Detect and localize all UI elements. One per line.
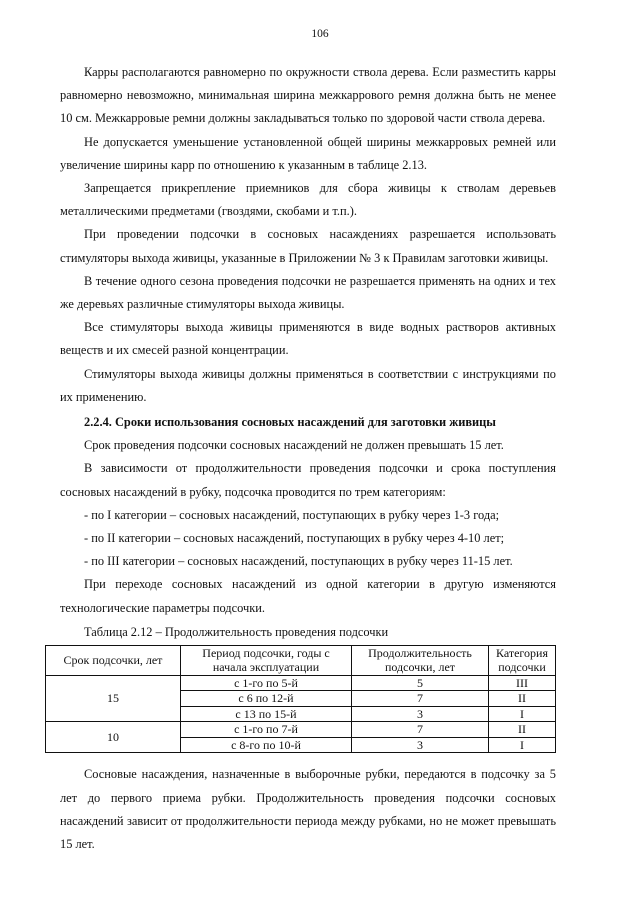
table-cell: с 1-го по 5-й [181,675,352,691]
paragraph: Стимуляторы выхода живицы должны применяться в соответствии с инструкциями по их применению. [60,366,556,404]
table-cell: с 6 по 12-й [181,691,352,707]
table-cell: с 8-го по 10-й [181,737,352,753]
table-cell: II [489,691,556,707]
paragraph: При проведении подсочки в сосновых насаждениях разрешается использовать стимуляторы выхода живицы, указанные в Приложении № 3 к Правилам заготовки живицы. [60,227,556,265]
table-header-row [46,645,556,675]
table-cell: с 1-го по 7-й [181,722,352,738]
table-cell: 7 [352,722,489,738]
paragraph: Карры располагаются равномерно по окружности ствола дерева. Если разместить карры равномерно невозможно, минимальная ширина межкаррового ремня должна быть не менее 10 см. Межкарровые ремни должны закладываться только по здоровой части ствола дерева. [60,65,556,126]
duration-table [45,645,556,754]
table-cell: 5 [352,675,489,691]
list-item: - по II категории – сосновых насаждений, поступающих в рубку через 4-10 лет; [84,531,505,546]
table-cell: 3 [352,706,489,722]
table-cell: I [489,737,556,753]
column-header: Категория подсочки [489,645,556,675]
paragraph: Запрещается прикрепление приемников для сбора живицы к стволам деревьев металлическими предметами (гвоздями, скобами и т.п.). [60,181,556,219]
paragraph: Все стимуляторы выхода живицы применяются в виде водных растворов активных веществ и их смесей разной концентрации. [60,320,556,358]
list-item: - по I категории – сосновых насаждений, поступающих в рубку через 1-3 года; [84,507,500,522]
column-header: Период подсочки, годы с начала эксплуатации [181,645,352,675]
page-body [60,61,556,856]
table-row [46,722,556,738]
column-header: Срок подсочки, лет [46,645,181,675]
column-header: Продолжительность подсочки, лет [352,645,489,675]
table-cell: II [489,722,556,738]
paragraph: В зависимости от продолжительности проведения подсочки и срока поступления сосновых насаждений в рубку, подсочка проводится по трем категориям: [60,461,556,499]
table-cell: III [489,675,556,691]
table-row [46,675,556,691]
paragraph: Сосновые насаждения, назначенные в выборочные рубки, передаются в подсочку за 5 лет до первого приема рубки. Продолжительность проведения подсочки сосновых насаждений зависит от продолжительности периода между рубками, но не может превышать 15 лет. [60,767,556,851]
list-item: - по III категории – сосновых насаждений, поступающих в рубку через 11-15 лет. [84,554,513,569]
term-cell: 15 [46,675,181,722]
paragraph: Не допускается уменьшение установленной общей ширины межкарровых ремней или увеличение ширины карр по отношению к указанным в таблице 2.13. [60,134,556,172]
term-cell: 10 [46,722,181,753]
table-cell: I [489,706,556,722]
table-cell: с 13 по 15-й [181,706,352,722]
paragraph: Срок проведения подсочки сосновых насаждений не должен превышать 15 лет. [84,438,504,453]
page-number: 106 [311,28,329,40]
paragraph: При переходе сосновых насаждений из одной категории в другую изменяются технологические параметры подсочки. [60,577,556,615]
section-heading: 2.2.4. Сроки использования сосновых насаждений для заготовки живицы [84,415,496,430]
table-caption: Таблица 2.12 – Продолжительность проведения подсочки [84,624,389,639]
table-cell: 3 [352,737,489,753]
paragraph: В течение одного сезона проведения подсочки не разрешается применять на одних и тех же деревьях различные стимуляторы выхода живицы. [60,273,556,312]
table-cell: 7 [352,691,489,707]
